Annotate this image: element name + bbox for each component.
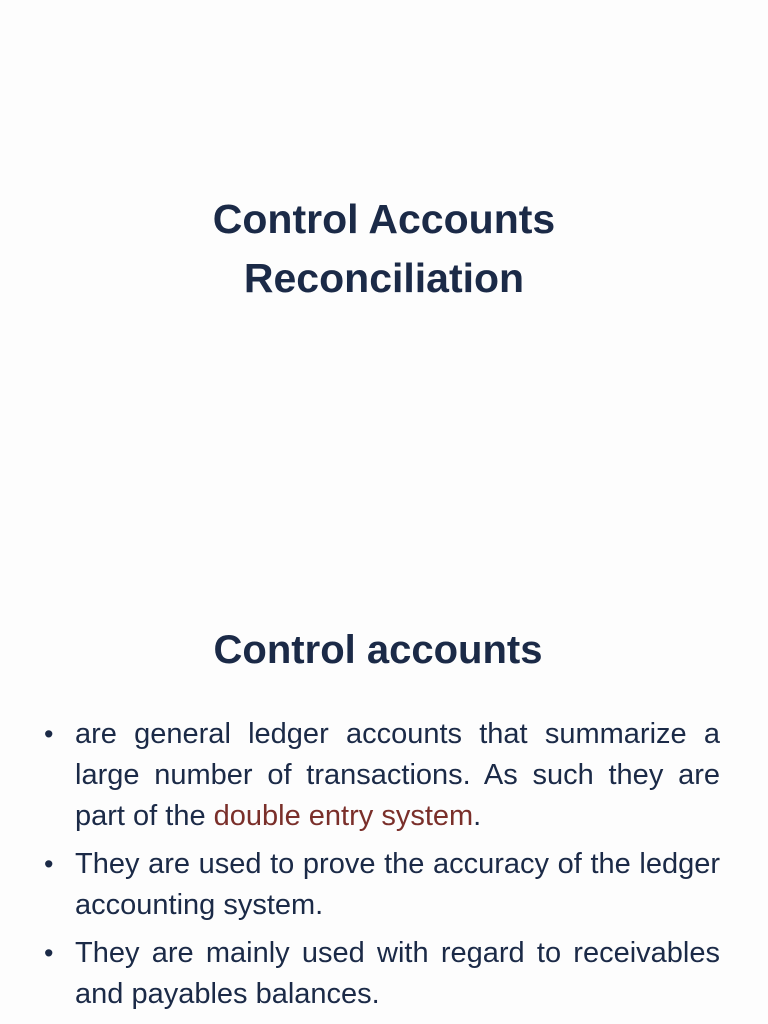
bullet-3-text: They are mainly used with regard to receivables and payables balances. bbox=[75, 937, 720, 1010]
bullet-dot-icon: • bbox=[44, 719, 54, 749]
bullet-1-text-end: . bbox=[473, 800, 482, 832]
bullet-dot-icon: • bbox=[44, 938, 54, 968]
slide-title-line-2: Reconciliation bbox=[243, 255, 525, 301]
double-entry-system-link[interactable]: double entry system bbox=[213, 800, 474, 832]
section-heading: Control accounts bbox=[213, 628, 543, 672]
bullet-list bbox=[44, 714, 720, 1022]
slide-title bbox=[0, 190, 768, 308]
slide-title-line-1: Control Accounts bbox=[212, 196, 556, 242]
bullet-item-3 bbox=[44, 933, 720, 1015]
bullet-2-text: They are used to prove the accuracy of the ledger accounting system. bbox=[75, 848, 720, 921]
bullet-item-1 bbox=[44, 714, 720, 837]
bullet-item-2 bbox=[44, 844, 720, 926]
bullet-1-text: are general ledger accounts that summarize a large number of transactions. As such they are part of the bbox=[75, 718, 720, 832]
bullet-dot-icon: • bbox=[44, 849, 54, 879]
